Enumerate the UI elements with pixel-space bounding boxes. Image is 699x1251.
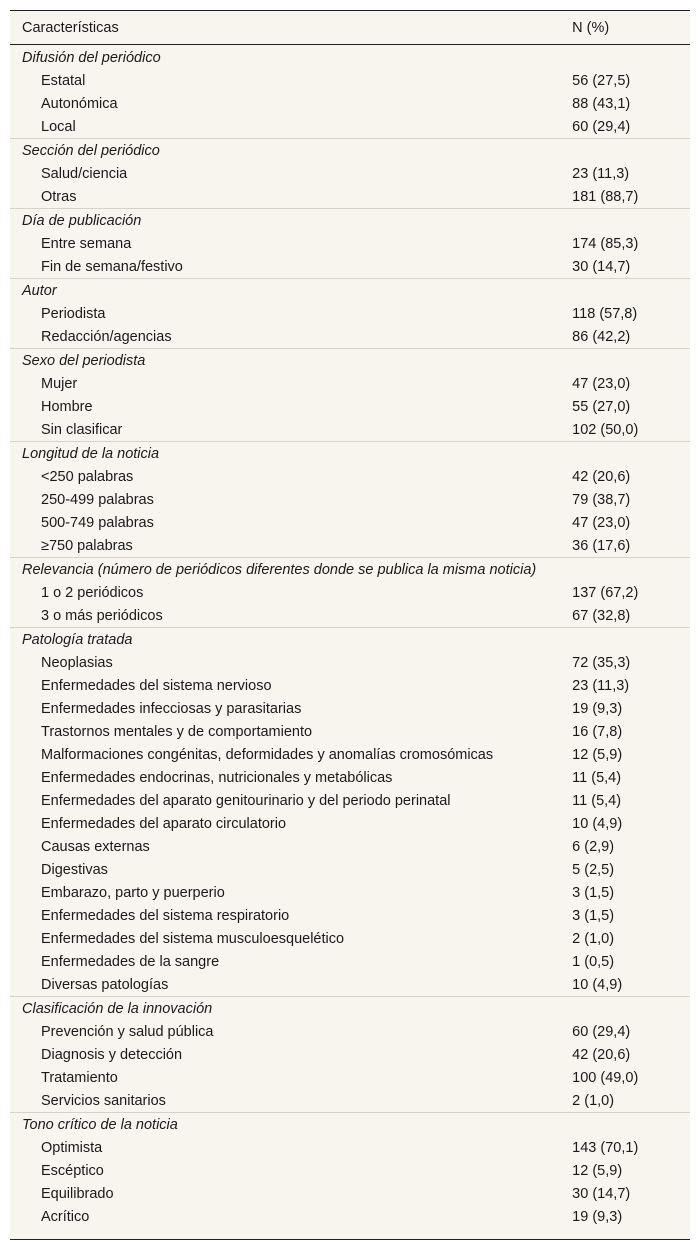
row-label: Fin de semana/festivo <box>41 258 183 275</box>
table-row <box>10 511 690 534</box>
row-value: 137 (67,2) <box>572 584 639 601</box>
row-label: Acrítico <box>41 1208 90 1225</box>
row-label: Enfermedades de la sangre <box>41 953 220 970</box>
row-value: 143 (70,1) <box>572 1139 639 1156</box>
row-label: Local <box>41 118 76 135</box>
row-label: Malformaciones congénitas, deformidades y anomalías cromosómicas <box>41 746 494 763</box>
row-value: 72 (35,3) <box>572 654 631 671</box>
table-row <box>10 92 690 115</box>
row-label: Mujer <box>41 375 78 392</box>
section-row <box>10 46 690 69</box>
row-value: 10 (4,9) <box>572 976 623 993</box>
table-row <box>10 185 690 208</box>
section-title: Relevancia (número de periódicos diferentes donde se publica la misma noticia) <box>22 561 537 578</box>
table-row <box>10 812 690 835</box>
row-label: Hombre <box>41 398 93 415</box>
table-row <box>10 766 690 789</box>
section-row <box>10 557 690 581</box>
row-label: Otras <box>41 188 77 205</box>
row-value: 6 (2,9) <box>572 838 615 855</box>
row-label: Sin clasificar <box>41 421 123 438</box>
row-value: 47 (23,0) <box>572 514 631 531</box>
table-header <box>10 11 690 45</box>
section-row <box>10 627 690 651</box>
row-value: 30 (14,7) <box>572 1185 631 1202</box>
row-value: 3 (1,5) <box>572 884 615 901</box>
row-label: <250 palabras <box>41 468 134 485</box>
table-row <box>10 255 690 278</box>
column-header-n-percent: N (%) <box>572 19 610 36</box>
row-label: Enfermedades infecciosas y parasitarias <box>41 700 302 717</box>
row-value: 5 (2,5) <box>572 861 615 878</box>
row-label: Periodista <box>41 305 106 322</box>
section-title: Difusión del periódico <box>22 49 161 66</box>
row-label: Salud/ciencia <box>41 165 128 182</box>
table-row <box>10 465 690 488</box>
table-body <box>10 45 690 1228</box>
section-row <box>10 278 690 302</box>
table-row <box>10 232 690 255</box>
row-value: 11 (5,4) <box>572 769 622 786</box>
row-value: 23 (11,3) <box>572 165 630 182</box>
row-label: Enfermedades del aparato circulatorio <box>41 815 287 832</box>
row-label: Enfermedades del sistema nervioso <box>41 677 272 694</box>
table-row <box>10 904 690 927</box>
row-label: Diversas patologías <box>41 976 169 993</box>
row-value: 42 (20,6) <box>572 468 631 485</box>
row-label: Prevención y salud pública <box>41 1023 214 1040</box>
section-title: Sexo del periodista <box>22 352 146 369</box>
table-row <box>10 1136 690 1159</box>
section-title: Patología tratada <box>22 631 133 648</box>
table-row <box>10 69 690 92</box>
row-label: Neoplasias <box>41 654 113 671</box>
section-title: Clasificación de la innovación <box>22 1000 213 1017</box>
row-label: 500-749 palabras <box>41 514 154 531</box>
row-label: 1 o 2 periódicos <box>41 584 144 601</box>
table-row <box>10 789 690 812</box>
row-value: 60 (29,4) <box>572 118 631 135</box>
row-label: Enfermedades del sistema respiratorio <box>41 907 290 924</box>
table-row <box>10 881 690 904</box>
table-row <box>10 418 690 441</box>
table-row <box>10 697 690 720</box>
row-value: 174 (85,3) <box>572 235 639 252</box>
row-value: 118 (57,8) <box>572 305 638 322</box>
row-value: 2 (1,0) <box>572 1092 615 1109</box>
row-label: Redacción/agencias <box>41 328 172 345</box>
row-label: Estatal <box>41 72 86 89</box>
table-row <box>10 743 690 766</box>
table-row <box>10 395 690 418</box>
row-label: Equilibrado <box>41 1185 114 1202</box>
table-row <box>10 1182 690 1205</box>
row-value: 12 (5,9) <box>572 1162 623 1179</box>
row-label: Embarazo, parto y puerperio <box>41 884 225 901</box>
table-row <box>10 534 690 557</box>
row-label: Enfermedades endocrinas, nutricionales y metabólicas <box>41 769 393 786</box>
row-label: Tratamiento <box>41 1069 118 1086</box>
row-value: 19 (9,3) <box>572 700 623 717</box>
row-label: Causas externas <box>41 838 150 855</box>
section-row <box>10 138 690 162</box>
row-value: 102 (50,0) <box>572 421 639 438</box>
row-label: Servicios sanitarios <box>41 1092 166 1109</box>
table-row <box>10 325 690 348</box>
row-value: 67 (32,8) <box>572 607 631 624</box>
row-value: 3 (1,5) <box>572 907 615 924</box>
row-value: 47 (23,0) <box>572 375 631 392</box>
row-value: 79 (38,7) <box>572 491 631 508</box>
table-row <box>10 1043 690 1066</box>
row-label: 3 o más periódicos <box>41 607 163 624</box>
data-table <box>10 10 690 1240</box>
section-row <box>10 348 690 372</box>
row-label: Escéptico <box>41 1162 104 1179</box>
table-row <box>10 674 690 697</box>
table-row <box>10 973 690 996</box>
table-row <box>10 162 690 185</box>
table-row <box>10 835 690 858</box>
table-row <box>10 1066 690 1089</box>
section-row <box>10 441 690 465</box>
row-label: Autonómica <box>41 95 118 112</box>
table-row <box>10 581 690 604</box>
row-label: Enfermedades del sistema musculoesquelético <box>41 930 345 947</box>
section-title: Autor <box>22 282 57 299</box>
row-label: Enfermedades del aparato genitourinario y del periodo perinatal <box>41 792 451 809</box>
table-row <box>10 1020 690 1043</box>
table-row <box>10 488 690 511</box>
section-title: Día de publicación <box>22 212 142 229</box>
table-row <box>10 651 690 674</box>
row-value: 100 (49,0) <box>572 1069 639 1086</box>
row-value: 2 (1,0) <box>572 930 615 947</box>
row-value: 36 (17,6) <box>572 537 631 554</box>
row-value: 60 (29,4) <box>572 1023 631 1040</box>
row-value: 16 (7,8) <box>572 723 623 740</box>
row-label: 250-499 palabras <box>41 491 154 508</box>
table-row <box>10 1089 690 1112</box>
table-row <box>10 302 690 325</box>
row-value: 23 (11,3) <box>572 677 630 694</box>
row-value: 56 (27,5) <box>572 72 631 89</box>
section-row <box>10 208 690 232</box>
row-label: Digestivas <box>41 861 108 878</box>
table-row <box>10 604 690 627</box>
row-label: ≥750 palabras <box>41 537 133 554</box>
row-value: 30 (14,7) <box>572 258 631 275</box>
table-row <box>10 950 690 973</box>
section-title: Longitud de la noticia <box>22 445 160 462</box>
section-row <box>10 1112 690 1136</box>
table-row <box>10 372 690 395</box>
row-value: 10 (4,9) <box>572 815 623 832</box>
row-value: 42 (20,6) <box>572 1046 631 1063</box>
table-row <box>10 1159 690 1182</box>
row-label: Trastornos mentales y de comportamiento <box>41 723 313 740</box>
row-label: Entre semana <box>41 235 132 252</box>
table-row <box>10 927 690 950</box>
row-value: 1 (0,5) <box>572 953 615 970</box>
row-value: 12 (5,9) <box>572 746 623 763</box>
row-value: 55 (27,0) <box>572 398 631 415</box>
row-value: 19 (9,3) <box>572 1208 623 1225</box>
section-row <box>10 996 690 1020</box>
table-row <box>10 1205 690 1228</box>
row-value: 181 (88,7) <box>572 188 639 205</box>
row-value: 11 (5,4) <box>572 792 622 809</box>
column-header-characteristics: Características <box>22 19 119 36</box>
section-title: Sección del periódico <box>22 142 160 159</box>
section-title: Tono crítico de la noticia <box>22 1116 178 1133</box>
table-row <box>10 720 690 743</box>
table-row <box>10 858 690 881</box>
row-label: Optimista <box>41 1139 103 1156</box>
row-value: 86 (42,2) <box>572 328 631 345</box>
row-label: Diagnosis y detección <box>41 1046 183 1063</box>
row-value: 88 (43,1) <box>572 95 631 112</box>
table-row <box>10 115 690 138</box>
